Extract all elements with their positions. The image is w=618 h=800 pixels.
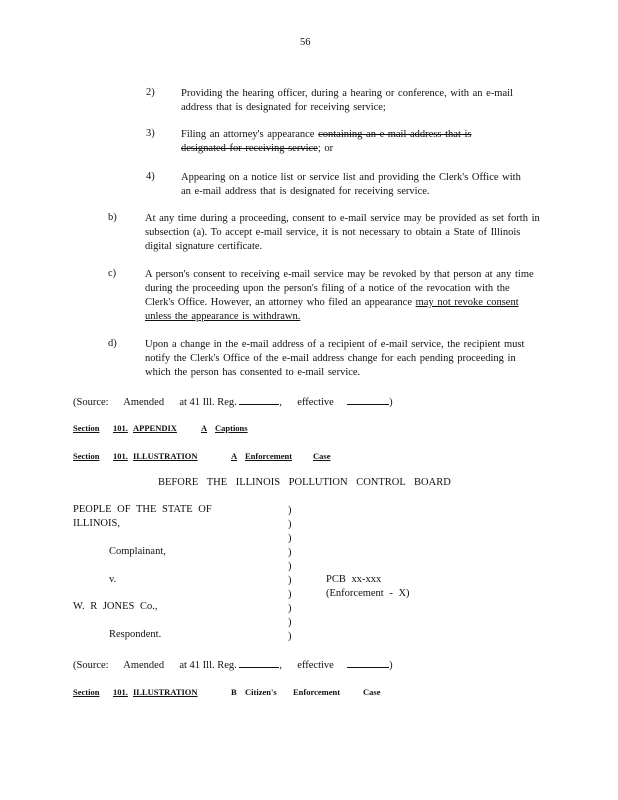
- list-item-text: Providing the hearing officer, during a hearing or conference, with an e-mail address that is designated for receiving service;: [181, 88, 513, 113]
- section-extra: Enforcement: [293, 687, 341, 697]
- subsection-letter: d): [108, 338, 117, 349]
- section-heading: [73, 423, 573, 435]
- caption-heading: BEFORE THE ILLINOIS POLLUTION CONTROL BOARD: [158, 477, 451, 488]
- section-extra: Case: [313, 451, 331, 461]
- blank-line: [239, 394, 279, 405]
- section-label: Section: [73, 451, 100, 461]
- subsection-text-body: A person's consent to receiving e-mail service may be revoked by that person at any time during the proceeding upon the person's filing of a notice of the revocation with the Clerk's Office. However, an attorney who filed an appearance: [145, 269, 534, 308]
- section-extra2: Case: [363, 687, 381, 697]
- case-type: (Enforcement - X): [326, 588, 410, 599]
- source-effective: effective: [297, 397, 334, 408]
- source-note: (Source: Amended at 41 Ill. Reg. , effective ): [73, 394, 393, 408]
- caption-paren: ): [288, 505, 292, 516]
- list-item-number: 2): [146, 87, 155, 98]
- respondent-label: Respondent.: [109, 629, 162, 640]
- section-desc: Citizen's: [245, 687, 277, 697]
- section-number: 101.: [113, 687, 128, 697]
- caption-paren: ): [288, 533, 292, 544]
- caption-paren: ): [288, 575, 292, 586]
- subsection-letter: b): [108, 212, 117, 223]
- section-label: Section: [73, 423, 100, 433]
- source-prefix: (Source:: [73, 397, 109, 408]
- section-heading: [73, 451, 573, 463]
- section-desc: Captions: [215, 423, 248, 433]
- source-reg: at 41 Ill. Reg.: [179, 397, 237, 408]
- plaintiff-name-cont: ILLINOIS,: [73, 518, 120, 529]
- inserted-text: may not revoke consent unless the appearance is withdrawn.: [145, 297, 519, 322]
- defendant-name: W. R JONES Co.,: [73, 601, 158, 612]
- source-prefix: (Source:: [73, 660, 109, 671]
- list-item-number: 3): [146, 128, 155, 139]
- section-title: ILLUSTRATION: [133, 687, 198, 697]
- section-letter: B: [231, 687, 237, 697]
- source-close: ): [389, 660, 393, 671]
- complainant-label: Complainant,: [109, 546, 166, 557]
- subsection-text: Upon a change in the e-mail address of a recipient of e-mail service, the recipient must notify the Clerk's Office of the e-mail address change for each pending proceeding in which the person has consented to e-mail service.: [145, 339, 525, 378]
- caption-paren: ): [288, 617, 292, 628]
- caption-paren: ): [288, 603, 292, 614]
- versus-label: v.: [109, 574, 117, 585]
- list-item-text-after: ; or: [317, 143, 334, 154]
- plaintiff-name: PEOPLE OF THE STATE OF: [73, 504, 212, 515]
- caption-paren: ): [288, 631, 292, 642]
- list-item-number: 4): [146, 171, 155, 182]
- section-letter: A: [231, 451, 238, 461]
- section-heading: [73, 687, 573, 699]
- list-item-text: [181, 128, 516, 156]
- caption-paren: ): [288, 561, 292, 572]
- section-title: APPENDIX: [133, 423, 177, 433]
- caption-paren: ): [288, 547, 292, 558]
- section-number: 101.: [113, 451, 128, 461]
- subsection-text: [145, 268, 535, 324]
- source-reg: at 41 Ill. Reg.: [179, 660, 237, 671]
- deleted-text: containing an e-mail address that is designated for receiving service: [181, 129, 472, 154]
- page-number: 56: [300, 37, 311, 48]
- blank-line: [347, 394, 389, 405]
- section-number: 101.: [113, 423, 128, 433]
- case-number: PCB xx-xxx: [326, 574, 382, 585]
- source-amended: Amended: [123, 660, 165, 671]
- blank-line: [347, 657, 389, 668]
- subsection-letter: c): [108, 268, 117, 279]
- list-item-text: Appearing on a notice list or service list and providing the Clerk's Office with an e-mail address that is designated for receiving service.: [181, 172, 521, 197]
- list-item-text-before: Filing an attorney's appearance: [181, 129, 319, 140]
- caption-paren: ): [288, 519, 292, 530]
- section-title: ILLUSTRATION: [133, 451, 198, 461]
- source-amended: Amended: [123, 397, 165, 408]
- caption-paren: ): [288, 589, 292, 600]
- section-label: Section: [73, 687, 100, 697]
- section-desc: Enforcement: [245, 451, 293, 461]
- source-effective: effective: [297, 660, 334, 671]
- subsection-text: At any time during a proceeding, consent to e-mail service may be provided as set forth in subsection (a). To accept e-mail service, it is not necessary to obtain a State of Illinois digital signature certificate.: [145, 213, 540, 252]
- source-close: ): [389, 397, 393, 408]
- source-note: (Source: Amended at 41 Ill. Reg. , effective ): [73, 657, 393, 671]
- blank-line: [239, 657, 279, 668]
- section-letter: A: [201, 423, 208, 433]
